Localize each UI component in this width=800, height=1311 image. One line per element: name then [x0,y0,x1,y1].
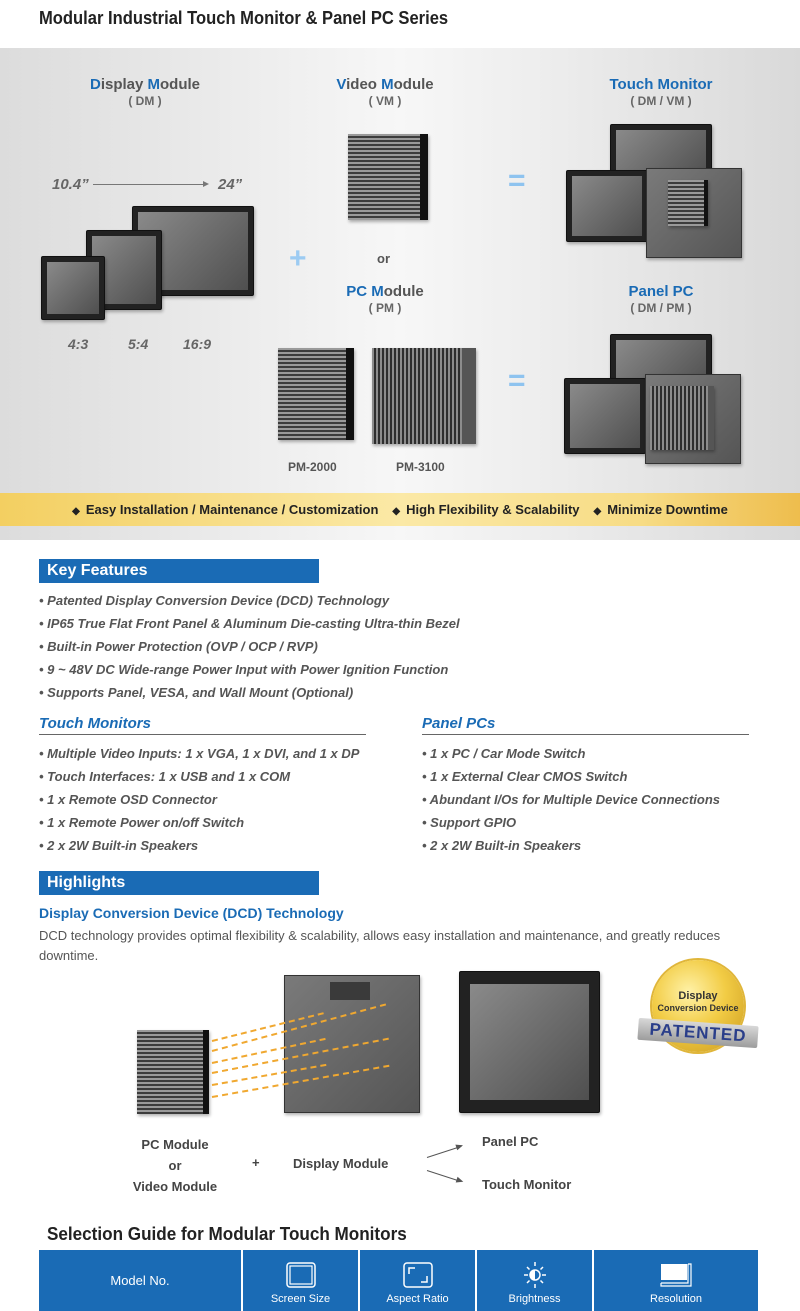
list-item: • 1 x PC / Car Mode Switch [422,746,586,761]
diamond-icon: ◆ [593,506,602,517]
screen-size-icon [283,1261,319,1289]
equals-icon: = [508,364,526,397]
pc-module-mounted-image [650,386,714,450]
flow-source: PC Module or Video Module [132,1137,218,1194]
pc-module-title: PC Module ( PM ) [310,283,460,317]
pc-module-image [137,1030,209,1114]
display-module-abbrev: ( DM ) [128,94,162,108]
column-header-screen-size[interactable]: Screen Size [243,1250,358,1311]
monitor-4-3-image [41,256,105,320]
ratio-label: 5:4 [128,336,149,352]
list-item: • Patented Display Conversion Device (DCD) Technology [39,593,390,608]
pm-2000-label: PM-2000 [288,460,337,474]
brightness-icon [517,1261,553,1289]
benefit-item: ◆ Minimize Downtime [593,502,728,517]
panel-pc-abbrev: ( DM / PM ) [630,301,692,315]
list-item: • Multiple Video Inputs: 1 x VGA, 1 x DVI, and 1 x DP [39,746,360,761]
column-header-brightness[interactable]: Brightness [477,1250,592,1311]
dcd-description: DCD technology provides optimal flexibility & scalability, allows easy installation and maintenance, and greatly reduces downtime. [39,928,721,963]
key-features-list [39,589,460,704]
video-module-image [348,134,428,220]
resolution-icon [658,1261,694,1289]
flow-plus-icon: + [252,1155,260,1170]
list-item: • Support GPIO [422,815,517,830]
ratio-label: 4:3 [68,336,89,352]
flow-touch-monitor: Touch Monitor [482,1177,572,1192]
pc-module-abbrev: ( PM ) [368,301,402,315]
or-label: or [377,251,390,266]
size-range-arrow-icon [93,184,207,185]
list-item: • 1 x Remote Power on/off Switch [39,815,245,830]
hero-banner [0,48,800,540]
touch-monitor-title: Touch Monitor ( DM / VM ) [586,76,736,110]
benefits-bar [0,493,800,526]
panel-pcs-heading: Panel PCs [422,715,749,735]
aspect-ratio-icon [400,1261,436,1289]
list-item: • 1 x Remote OSD Connector [39,792,217,807]
video-module-abbrev: ( VM ) [368,94,402,108]
pm-3100-label: PM-3100 [396,460,445,474]
plus-icon: + [289,242,307,275]
ratio-label: 16:9 [183,336,212,352]
page-title: Modular Industrial Touch Monitor & Panel PC Series [39,8,449,28]
flow-display-module: Display Module [293,1156,389,1171]
panel-pc-title: Panel PC ( DM / PM ) [586,283,736,317]
list-item: • 2 x 2W Built-in Speakers [39,838,199,853]
list-item: • IP65 True Flat Front Panel & Aluminum Die-casting Ultra-thin Bezel [39,616,460,631]
key-features-header: Key Features [39,559,319,583]
pm-3100-image [372,348,476,444]
video-module-mounted-image [668,180,708,226]
panel-pc-front-image [564,378,646,454]
touch-monitors-heading: Touch Monitors [39,715,366,735]
list-item: • 2 x 2W Built-in Speakers [422,838,582,853]
touch-monitor-front-image [566,170,648,242]
touch-monitors-list [39,742,359,857]
column-header-resolution[interactable]: Resolution [594,1250,758,1311]
list-item: • Built-in Power Protection (OVP / OCP / RVP) [39,639,318,654]
size-max-label: 24” [218,176,243,193]
patented-badge: Display Conversion Device PATENTED [638,960,756,1060]
video-module-title: Video Module ( VM ) [310,76,460,110]
arrow-down-right-icon [427,1170,462,1182]
touch-monitor-abbrev: ( DM / VM ) [630,94,692,108]
panel-pcs-list [422,742,720,857]
diamond-icon: ◆ [392,506,401,517]
display-module-title: Display Module ( DM ) [70,76,220,110]
pm-2000-image [278,348,354,440]
diamond-icon: ◆ [72,506,80,517]
flow-panel-pc: Panel PC [482,1134,539,1149]
selection-guide-header-row [39,1250,758,1311]
list-item: • Touch Interfaces: 1 x USB and 1 x COM [39,769,291,784]
list-item: • 1 x External Clear CMOS Switch [422,769,628,784]
arrow-up-right-icon [427,1146,462,1158]
size-min-label: 10.4” [52,176,89,193]
equals-icon: = [508,164,526,197]
list-item: • Supports Panel, VESA, and Wall Mount (Optional) [39,685,354,700]
highlights-header: Highlights [39,871,319,895]
dcd-connector-image [330,982,370,1000]
list-item: • Abundant I/Os for Multiple Device Connections [422,792,721,807]
benefit-item: ◆ High Flexibility & Scalability [392,502,580,517]
column-header-aspect-ratio[interactable]: Aspect Ratio [360,1250,475,1311]
selection-guide-title: Selection Guide for Modular Touch Monitors [47,1224,407,1244]
benefit-item: ◆ Easy Installation / Maintenance / Customization [72,502,379,517]
column-header-model[interactable]: Model No. [39,1250,241,1311]
patented-ribbon: PATENTED [637,1018,758,1048]
dcd-title: Display Conversion Device (DCD) Technology [39,905,344,921]
list-item: • 9 ~ 48V DC Wide-range Power Input with Power Ignition Function [39,662,449,677]
panel-pc-front-image [459,971,600,1113]
